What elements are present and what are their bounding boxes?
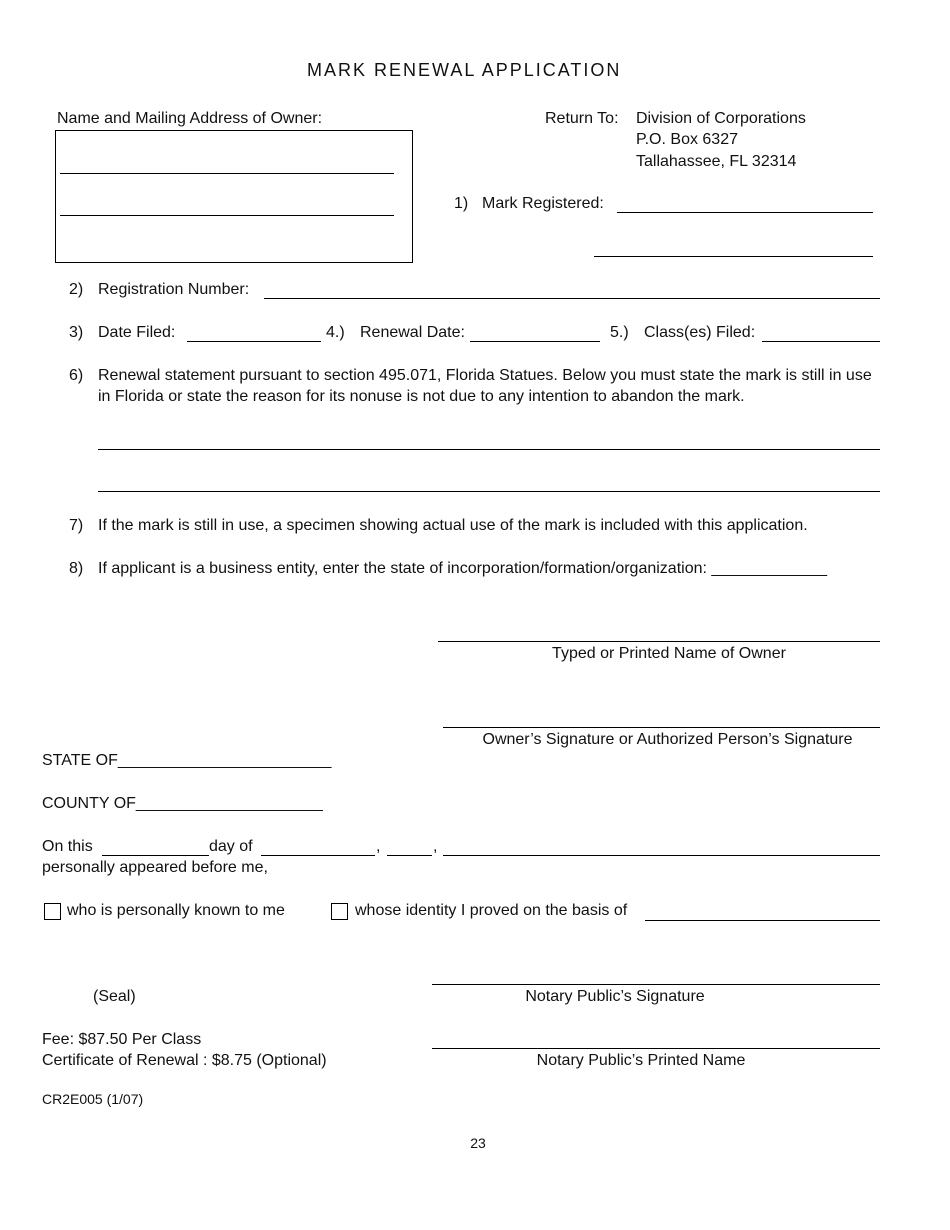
renewal-date-field[interactable]	[470, 341, 600, 342]
fee-text: Fee: $87.50 Per Class	[42, 1031, 202, 1048]
return-to-label: Return To:	[545, 110, 619, 127]
specimen-statement: If the mark is still in use, a specimen showing actual use of the mark is included with this application.	[98, 517, 808, 534]
notary-signature-field[interactable]	[432, 984, 880, 985]
renewal-statement-line-1: Renewal statement pursuant to section 495.071, Florida Statues. Below you must state the mark is still in use	[98, 367, 872, 384]
renewal-statement-line-2: in Florida or state the reason for its nonuse is not due to any intention to abandon the mark.	[98, 388, 745, 405]
day-of-label: day of	[209, 838, 253, 855]
identity-proved-label: whose identity I proved on the basis of	[355, 902, 628, 919]
identity-basis-field[interactable]	[645, 920, 880, 921]
identity-proved-checkbox[interactable]	[331, 903, 348, 920]
county-of-field[interactable]: COUNTY OF_____________________	[42, 795, 323, 812]
comma-2: ,	[433, 838, 438, 855]
form-code: CR2E005 (1/07)	[42, 1091, 144, 1107]
item-7-number: 7)	[69, 517, 84, 534]
page-number: 23	[470, 1135, 486, 1151]
mark-registered-field[interactable]	[617, 212, 873, 213]
renewal-date-label: Renewal Date:	[360, 324, 465, 341]
date-filed-field[interactable]	[187, 341, 321, 342]
year-field[interactable]	[387, 855, 432, 856]
return-address-line-3: Tallahassee, FL 32314	[636, 153, 797, 170]
on-this-label: On this	[42, 838, 93, 855]
month-field[interactable]	[261, 855, 375, 856]
comma-1: ,	[376, 838, 381, 855]
certificate-fee-text: Certificate of Renewal : $8.75 (Optional)	[42, 1052, 327, 1069]
notary-printed-name-field[interactable]	[432, 1048, 880, 1049]
appeared-before-me-text: personally appeared before me,	[42, 859, 268, 876]
classes-filed-label: Class(es) Filed:	[644, 324, 756, 341]
date-filed-label: Date Filed:	[98, 324, 176, 341]
renewal-statement-field-2[interactable]	[98, 491, 880, 492]
item-6-number: 6)	[69, 367, 84, 384]
state-of-field[interactable]: STATE OF________________________	[42, 752, 332, 769]
appearer-name-field[interactable]	[443, 855, 880, 856]
mark-registered-field-2[interactable]	[594, 256, 873, 257]
page-title: MARK RENEWAL APPLICATION	[307, 60, 622, 80]
mark-registered-label: Mark Registered:	[482, 195, 604, 212]
personally-known-label: who is personally known to me	[67, 902, 285, 919]
owner-address-box	[55, 130, 413, 263]
item-4-number: 4.)	[326, 324, 345, 341]
registration-number-label: Registration Number:	[98, 281, 250, 298]
typed-name-label: Typed or Printed Name of Owner	[552, 645, 786, 662]
personally-known-checkbox[interactable]	[44, 903, 61, 920]
item-3-number: 3)	[69, 324, 84, 341]
item-8-number: 8)	[69, 560, 84, 577]
day-field[interactable]	[102, 855, 209, 856]
notary-signature-label: Notary Public’s Signature	[525, 988, 705, 1005]
owner-signature-field[interactable]	[443, 727, 880, 728]
item-5-number: 5.)	[610, 324, 629, 341]
typed-name-field[interactable]	[438, 641, 880, 642]
owner-signature-label: Owner’s Signature or Authorized Person’s Signature	[482, 731, 853, 748]
item-2-number: 2)	[69, 281, 84, 298]
business-entity-statement: If applicant is a business entity, enter the state of incorporation/formation/organization: _____________	[98, 560, 828, 577]
seal-label: (Seal)	[93, 988, 136, 1005]
return-address-line-1: Division of Corporations	[636, 110, 806, 127]
registration-number-field[interactable]	[264, 298, 880, 299]
owner-name-line[interactable]	[60, 173, 394, 174]
classes-filed-field[interactable]	[762, 341, 880, 342]
return-address-line-2: P.O. Box 6327	[636, 131, 738, 148]
item-1-number: 1)	[454, 195, 469, 212]
renewal-statement-field-1[interactable]	[98, 449, 880, 450]
owner-address-line[interactable]	[60, 215, 394, 216]
notary-printed-name-label: Notary Public’s Printed Name	[536, 1052, 746, 1069]
owner-address-label: Name and Mailing Address of Owner:	[57, 110, 323, 127]
